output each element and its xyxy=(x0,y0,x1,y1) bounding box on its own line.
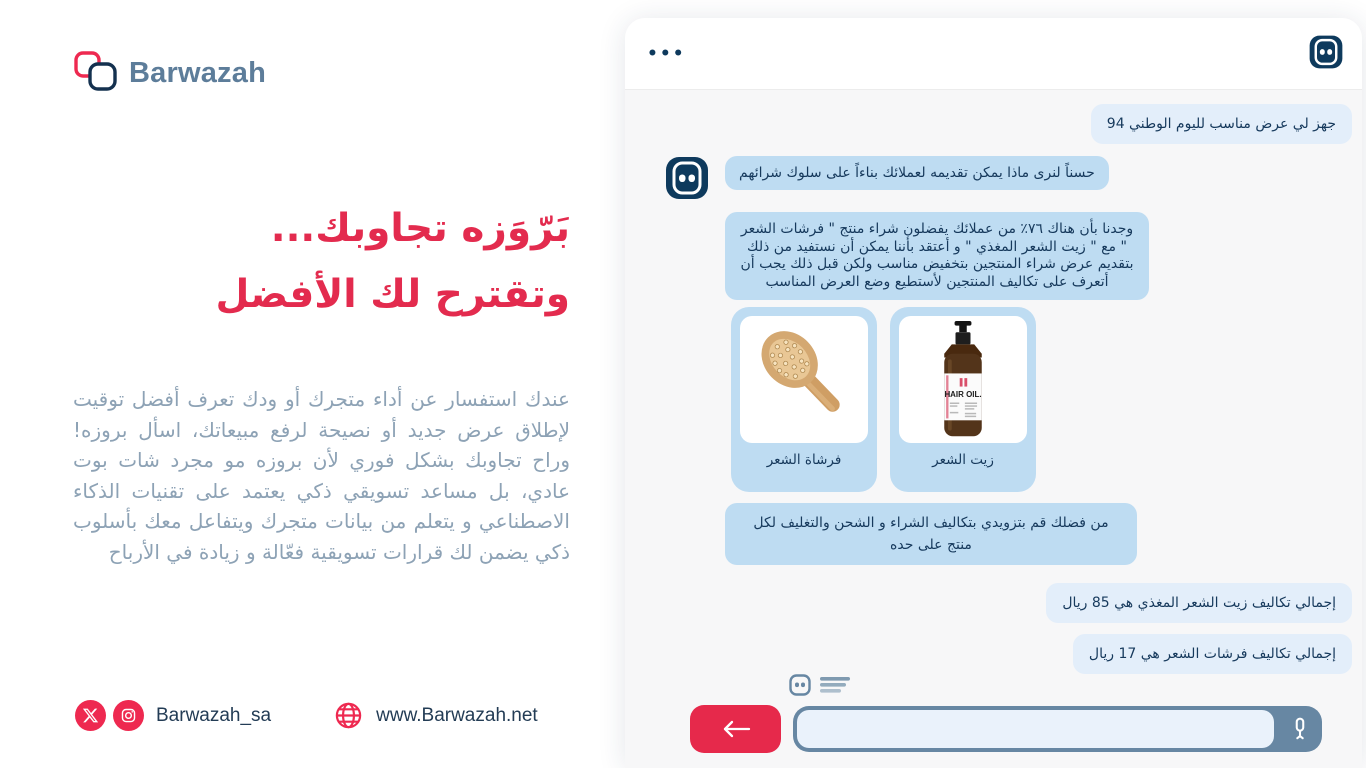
typing-indicator xyxy=(788,673,854,701)
bot-mini-icon xyxy=(788,673,812,701)
menu-dots-button[interactable]: ••• xyxy=(647,43,686,64)
globe-icon xyxy=(333,700,364,731)
send-button[interactable] xyxy=(690,705,781,753)
headline-line-1: بَرّوَزه تجاوبك... xyxy=(270,206,570,251)
mic-button[interactable] xyxy=(1287,716,1313,742)
hair-oil-image xyxy=(899,316,1027,443)
oil-package-text: HAIR OIL. xyxy=(944,389,982,399)
chat-header xyxy=(625,18,1362,90)
product-cards xyxy=(731,307,1036,492)
x-twitter-icon[interactable] xyxy=(75,700,106,731)
hero-paragraph: عندك استفسار عن أداء متجرك أو ودك تعرف أفضل توقيت لإطلاق عرض جديد أو نصيحة لرفع مبيعاتك، اسأل بروزه! وراح تجاوبك بشكل فوري لأن بروزه مو مجرد شات بوت عادي، بل مساعد تسويقي ذكي يعتمد على تقنيات الذكاء الاصطناعي و يتعلم من بيانات متجرك ويتفاعل معك بأسلوب ذكي يضمن لك قرارات تسويقية فعّالة و زيادة في الأرباح xyxy=(73,387,570,564)
brand-logo xyxy=(73,50,266,96)
chat-input[interactable] xyxy=(797,710,1274,748)
chat-input-row xyxy=(625,705,1362,753)
typing-lines-icon xyxy=(820,675,854,699)
input-pill xyxy=(793,706,1322,752)
bot-message: حسناً لنرى ماذا يمكن تقديمه لعملائك بناءاً على سلوك شرائهم xyxy=(725,156,1109,190)
product-card-hairbrush[interactable] xyxy=(731,307,877,492)
hero-section xyxy=(0,0,625,768)
product-label: زيت الشعر xyxy=(932,452,994,468)
social-handle[interactable]: Barwazah_sa xyxy=(156,704,272,726)
microphone-icon xyxy=(1287,716,1313,742)
headline-line-2: وتقترح لك الأفضل xyxy=(215,272,570,317)
bot-message: من فضلك قم بتزويدي بتكاليف الشراء و الشحن والتغليف لكل منتج على حده xyxy=(725,503,1137,565)
product-card-hair-oil[interactable] xyxy=(890,307,1036,492)
user-message: إجمالي تكاليف فرشات الشعر هي 17 ريال xyxy=(1073,634,1352,674)
bot-message: وجدنا بأن هناك ٧٦٪ من عملائك يفضلون شراء منتج " فرشات الشعر " مع " زيت الشعر المغذي " و أعتقد بأننا يمكن أن نستفيد من ذلك بتقديم عرض شراء المنتجين بتخفيض مناسب ولكن قبل ذلك يجب أن أتعرف على تكاليف المنتجين لأستطيع وضع العرض المناسب xyxy=(725,212,1149,300)
website-link[interactable]: www.Barwazah.net xyxy=(376,704,538,726)
bot-message-row xyxy=(665,156,1109,204)
chat-panel xyxy=(625,18,1362,768)
hero-headline xyxy=(60,196,570,328)
social-row xyxy=(75,700,538,731)
logo-squares-icon xyxy=(73,50,119,96)
bot-logo-icon xyxy=(1308,34,1344,74)
instagram-icon[interactable] xyxy=(113,700,144,731)
product-label: فرشاة الشعر xyxy=(766,452,842,468)
user-message: جهز لي عرض مناسب لليوم الوطني 94 xyxy=(1091,104,1352,144)
message-list xyxy=(665,90,1352,674)
user-message: إجمالي تكاليف زيت الشعر المغذي هي 85 ريال xyxy=(1046,583,1352,623)
brand-name: Barwazah xyxy=(129,56,266,89)
bot-avatar-icon xyxy=(665,156,709,204)
hairbrush-image xyxy=(740,316,868,443)
arrow-left-icon xyxy=(719,717,753,741)
